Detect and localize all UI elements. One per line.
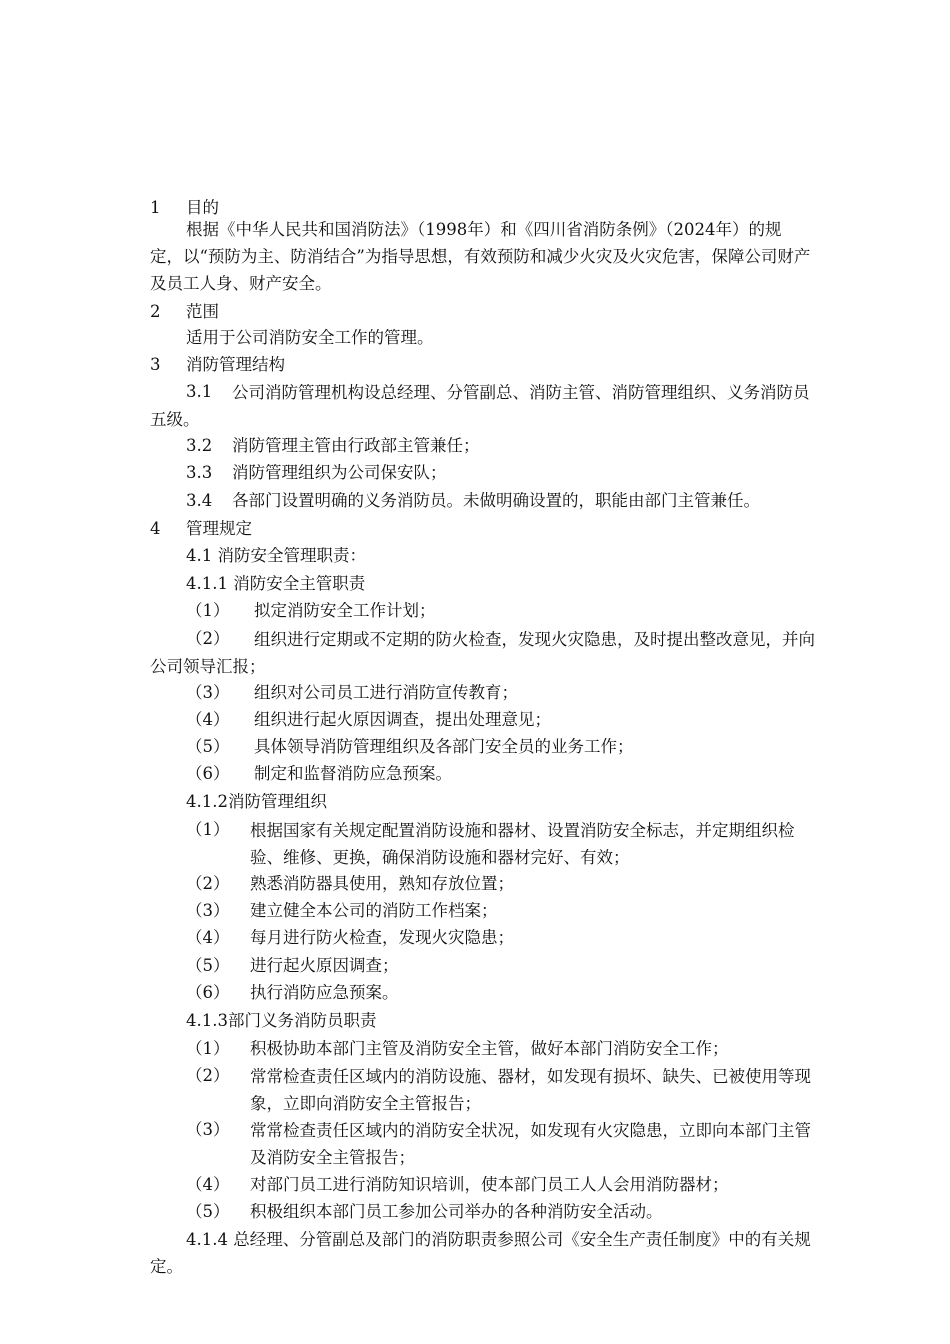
duty-c-3-number: （3） (186, 1120, 230, 1139)
duty-b-3-text: 建立健全本公司的消防工作档案； (250, 901, 498, 920)
duty-b-1-text: 根据国家有关规定配置消防设施和器材、设置消防安全标志，并定期组织检验、维修、更换，确保消防设施和器材完好、有效； (250, 821, 795, 867)
duty-c-3-text: 常常检查责任区域内的消防安全状况，如发现有火灾隐患，立即向本部门主管及消防安全主管报告； (250, 1121, 811, 1167)
duty-c-4-number: （4） (186, 1175, 230, 1194)
duty-c-5-number: （5） (186, 1202, 230, 1221)
duty-a-6-number: （6） (186, 764, 230, 783)
duty-a-5-text: 具体领导消防管理组织及各部门安全员的业务工作； (254, 737, 634, 756)
duty-c-5-text: 积极组织本部门员工参加公司举办的各种消防安全活动。 (250, 1202, 663, 1221)
item-3-4-number: 3.4 (186, 491, 213, 510)
duty-a-2-text: 组织进行定期或不定期的防火检查，发现火灾隐患，及时提出整改意见，并向公司领导汇报； (150, 630, 815, 676)
duty-b-2-number: （2） (186, 874, 230, 893)
duty-a-1-number: （1） (186, 601, 230, 620)
section-4-number: 4 (150, 519, 161, 538)
item-3-1-text: 公司消防管理机构设总经理、分管副总、消防主管、消防管理组织、义务消防员五级。 (150, 383, 810, 429)
duty-a-1-text: 拟定消防安全工作计划； (254, 601, 436, 620)
heading-4-1-3: 4.1.3部门义务消防员职责 (186, 1011, 377, 1030)
duty-c-1-number: （1） (186, 1039, 230, 1058)
section-2-body: 适用于公司消防安全工作的管理。 (186, 328, 434, 347)
section-3-number: 3 (150, 355, 161, 374)
duty-b-1-number: （1） (186, 820, 230, 839)
heading-4-1-2: 4.1.2消防管理组织 (186, 792, 327, 811)
duty-b-4-text: 每月进行防火检查，发现火灾隐患； (250, 928, 514, 947)
duty-c-4-text: 对部门员工进行消防知识培训，使本部门员工人人会用消防器材； (250, 1175, 729, 1194)
heading-4-1-1: 4.1.1 消防安全主管职责 (186, 574, 366, 593)
item-3-2-text: 消防管理主管由行政部主管兼任； (232, 436, 480, 455)
section-4-title: 管理规定 (186, 519, 252, 538)
duty-a-5-number: （5） (186, 737, 230, 756)
section-1-body: 根据《中华人民共和国消防法》（1998年）和《四川省消防条例》（2024年）的规定，以“预防为主、防消结合”为指导思想，有效预防和减少火灾及火灾危害，保障公司财产及员工人身、财产安全。 (150, 220, 811, 293)
duty-b-6-number: （6） (186, 983, 230, 1002)
duty-a-2-number: （2） (186, 629, 230, 648)
section-1-number: 1 (150, 198, 161, 217)
duty-c-1-text: 积极协助本部门主管及消防安全主管，做好本部门消防安全工作； (250, 1039, 729, 1058)
item-3-1-number: 3.1 (186, 382, 213, 401)
duty-b-5-text: 进行起火原因调查； (250, 956, 399, 975)
item-3-3-number: 3.3 (186, 463, 213, 482)
heading-4-1: 4.1 消防安全管理职责： (186, 546, 366, 565)
duty-a-3-number: （3） (186, 683, 230, 702)
duty-b-6-text: 执行消防应急预案。 (250, 983, 399, 1002)
section-2-number: 2 (150, 302, 161, 321)
item-3-4-text: 各部门设置明确的义务消防员。未做明确设置的，职能由部门主管兼任。 (232, 491, 760, 510)
duty-b-2-text: 熟悉消防器具使用，熟知存放位置； (250, 874, 514, 893)
item-3-2-number: 3.2 (186, 436, 213, 455)
heading-4-1-4-paragraph: 4.1.4 总经理、分管副总及部门的消防职责参照公司《安全生产责任制度》中的有关规定。 (150, 1230, 811, 1276)
duty-a-4-text: 组织进行起火原因调查，提出处理意见； (254, 710, 551, 729)
duty-a-6-text: 制定和监督消防应急预案。 (254, 764, 452, 783)
duty-a-4-number: （4） (186, 710, 230, 729)
duty-c-2-text: 常常检查责任区域内的消防设施、器材，如发现有损坏、缺失、已被使用等现象，立即向消防安全主管报告； (250, 1067, 811, 1113)
section-3-title: 消防管理结构 (186, 355, 285, 374)
duty-c-2-number: （2） (186, 1066, 230, 1085)
duty-b-4-number: （4） (186, 928, 230, 947)
item-3-3-text: 消防管理组织为公司保安队； (232, 463, 447, 482)
section-1-title: 目的 (186, 198, 219, 217)
duty-b-3-number: （3） (186, 901, 230, 920)
duty-b-5-number: （5） (186, 956, 230, 975)
duty-a-3-text: 组织对公司员工进行消防宣传教育； (254, 683, 518, 702)
section-2-title: 范围 (186, 302, 219, 321)
